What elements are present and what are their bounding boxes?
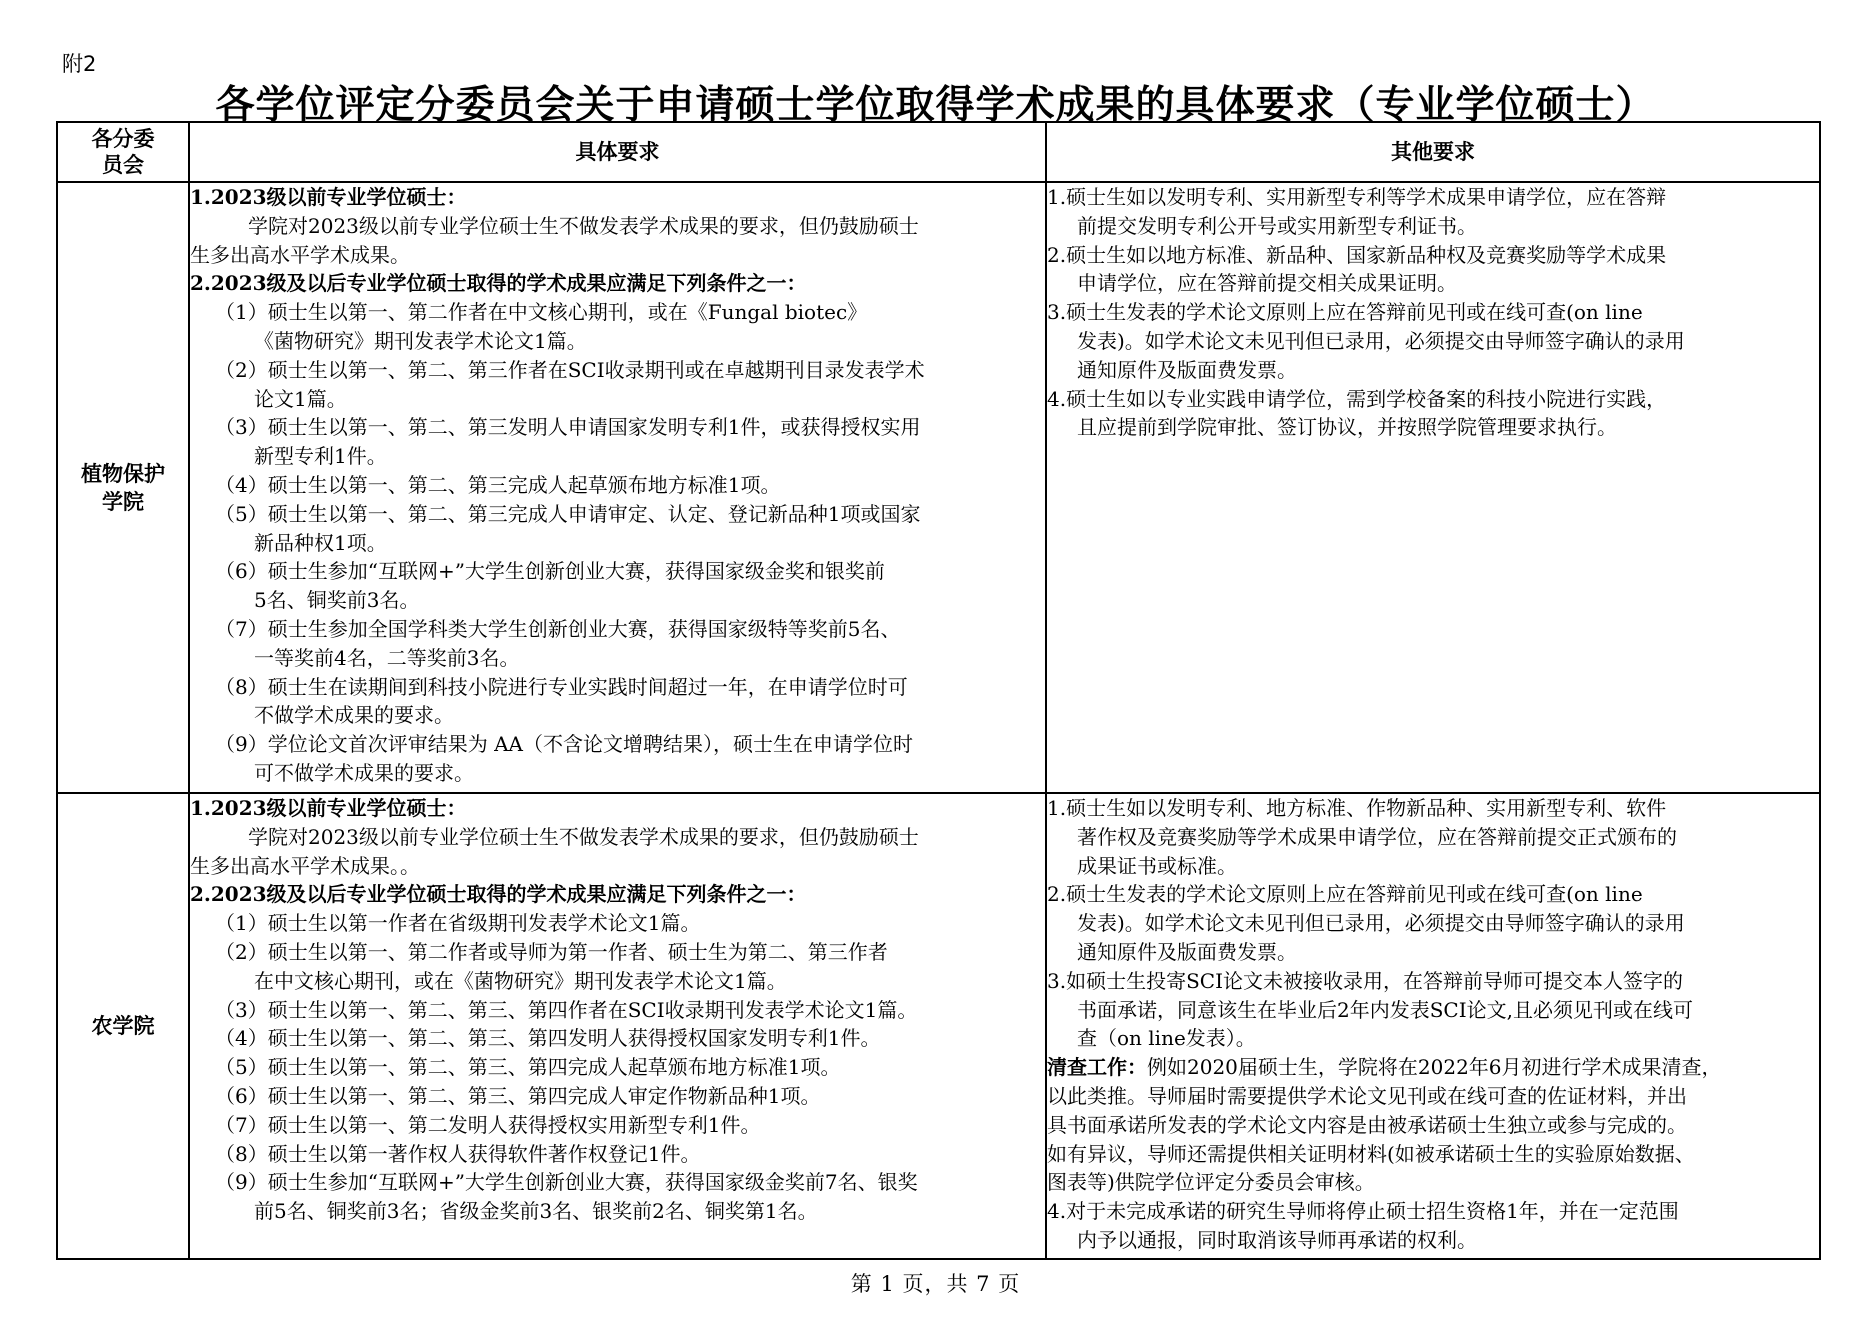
table-header-row (57, 122, 1820, 182)
requirement-line: （5）硕士生以第一、第二、第三、第四完成人起草颁布地方标准1项。 (215, 1055, 841, 1080)
requirement-line: （5）硕士生以第一、第二、第三完成人申请审定、认定、登记新品种1项或国家 (215, 501, 921, 526)
audit-text: 例如2020届硕士生，学院将在2022年6月初进行学术成果清查， (1147, 1055, 1722, 1080)
committee-name-line: 植物保护 (81, 461, 165, 486)
page-footer: 第 1 页，共 7 页 (850, 1272, 1021, 1296)
other-requirement-line: 以此类推。导师届时需要提供学术论文见刊或在线可查的佐证材料，并出 (1047, 1083, 1687, 1108)
requirement-line: 生多出高水平学术成果。。 (190, 853, 420, 878)
table-row (57, 182, 1820, 793)
requirement-line: （9）硕士生参加“互联网+”大学生创新创业大赛，获得国家级金奖前7名、银奖 (215, 1170, 918, 1195)
header-committee (57, 122, 189, 182)
other-requirement-line: 通知原件及版面费发票。 (1077, 939, 1297, 964)
requirements-table (56, 121, 1821, 1260)
other-requirement-line: 2.硕士生如以地方标准、新品种、国家新品种权及竞赛奖励等学术成果 (1047, 242, 1667, 267)
other-requirement-line: 4.对于未完成承诺的研究生导师将停止硕士招生资格1年，并在一定范围 (1047, 1199, 1679, 1224)
other-requirement-line: 成果证书或标准。 (1077, 853, 1237, 878)
other-requirement-line: 3.硕士生发表的学术论文原则上应在答辩前见刊或在线可查(on line (1047, 300, 1643, 325)
requirement-line: 不做学术成果的要求。 (254, 703, 454, 728)
requirement-line: 论文1篇。 (254, 386, 347, 411)
requirement-heading: 1.2023级以前专业学位硕士： (190, 185, 467, 209)
requirement-line: （3）硕士生以第一、第二、第三发明人申请国家发明专利1件，或获得授权实用 (215, 415, 921, 440)
table-row (57, 793, 1820, 1259)
other-requirement-line: 书面承诺，同意该生在毕业后2年内发表SCI论文,且必须见刊或在线可 (1077, 997, 1693, 1022)
requirement-line: 5名、铜奖前3名。 (254, 588, 420, 613)
requirement-line: 在中文核心期刊，或在《菌物研究》期刊发表学术论文1篇。 (254, 968, 787, 993)
annex-label: 附2 (62, 52, 97, 76)
requirement-line: 学院对2023级以前专业学位硕士生不做发表学术成果的要求，但仍鼓励硕士 (248, 824, 919, 849)
other-requirement-line: 如有异议，导师还需提供相关证明材料(如被承诺硕士生的实验原始数据、 (1047, 1141, 1695, 1166)
other-requirement-line: 查（on line发表）。 (1077, 1026, 1256, 1051)
requirement-line: 可不做学术成果的要求。 (254, 760, 474, 785)
requirement-line: （3）硕士生以第一、第二、第三、第四作者在SCI收录期刊发表学术论文1篇。 (215, 997, 918, 1022)
committee-name-line: 农学院 (91, 1014, 155, 1038)
other-requirement-line: 1.硕士生如以发明专利、实用新型专利等学术成果申请学位，应在答辩 (1047, 185, 1667, 209)
other-requirement-line: 申请学位，应在答辩前提交相关成果证明。 (1077, 271, 1457, 296)
requirement-line: （7）硕士生参加全国学科类大学生创新创业大赛，获得国家级特等奖前5名、 (215, 616, 901, 641)
header-requirements: 具体要求 (189, 122, 1046, 182)
page-title: 各学位评定分委员会关于申请硕士学位取得学术成果的具体要求（专业学位硕士） (215, 83, 1656, 128)
requirement-line: （8）硕士生以第一著作权人获得软件著作权登记1件。 (215, 1141, 701, 1166)
requirement-line: （6）硕士生以第一、第二、第三、第四完成人审定作物新品种1项。 (215, 1083, 821, 1108)
requirement-line: （7）硕士生以第一、第二发明人获得授权实用新型专利1件。 (215, 1112, 761, 1137)
other-requirement-line: 1.硕士生如以发明专利、地方标准、作物新品种、实用新型专利、软件 (1047, 796, 1667, 820)
requirement-line: 新品种权1项。 (254, 530, 387, 555)
committee-name-line: 学院 (102, 489, 144, 514)
requirements-cell (189, 182, 1046, 793)
requirement-line: 一等奖前4名，二等奖前3名。 (254, 645, 520, 670)
requirement-line: （6）硕士生参加“互联网+”大学生创新创业大赛，获得国家级金奖和银奖前 (215, 559, 885, 584)
requirement-heading: 2.2023级及以后专业学位硕士取得的学术成果应满足下列条件之一： (190, 882, 807, 907)
other-requirement-line (1047, 1053, 1819, 1082)
header-committee-line: 员会 (102, 153, 144, 177)
requirement-line: 生多出高水平学术成果。 (190, 242, 410, 267)
header-other: 其他要求 (1046, 122, 1820, 182)
requirement-line: （8）硕士生在读期间到科技小院进行专业实践时间超过一年，在申请学位时可 (215, 674, 908, 699)
committee-cell (57, 182, 189, 793)
other-requirement-line: 3.如硕士生投寄SCI论文未被接收录用，在答辩前导师可提交本人签字的 (1047, 968, 1683, 993)
requirement-heading: 1.2023级以前专业学位硕士： (190, 796, 467, 820)
requirement-line: （1）硕士生以第一作者在省级期刊发表学术论文1篇。 (215, 911, 701, 936)
other-requirement-line: 发表)。如学术论文未见刊但已录用，必须提交由导师签字确认的录用 (1077, 328, 1685, 353)
requirement-line: （9）学位论文首次评审结果为 AA（不含论文增聘结果），硕士生在申请学位时 (215, 732, 913, 757)
other-requirement-line: 前提交发明专利公开号或实用新型专利证书。 (1077, 213, 1477, 238)
requirement-line: （2）硕士生以第一、第二作者或导师为第一作者、硕士生为第二、第三作者 (215, 939, 888, 964)
other-requirement-line: 内予以通报，同时取消该导师再承诺的权利。 (1077, 1227, 1477, 1252)
other-requirement-line: 4.硕士生如以专业实践申请学位，需到学校备案的科技小院进行实践， (1047, 386, 1667, 411)
audit-label: 清查工作： (1047, 1055, 1147, 1080)
committee-cell (57, 793, 189, 1259)
requirement-line: （1）硕士生以第一、第二作者在中文核心期刊，或在《Fungal biotec》 (215, 300, 868, 325)
requirement-line: 《菌物研究》期刊发表学术论文1篇。 (254, 328, 587, 353)
other-requirement-line: 图表等)供院学位评定分委员会审核。 (1047, 1170, 1375, 1195)
other-requirements-cell (1046, 793, 1820, 1259)
requirement-line: 学院对2023级以前专业学位硕士生不做发表学术成果的要求，但仍鼓励硕士 (248, 213, 919, 238)
other-requirement-line: 2.硕士生发表的学术论文原则上应在答辩前见刊或在线可查(on line (1047, 882, 1643, 907)
requirement-line: 前5名、铜奖前3名；省级金奖前3名、银奖前2名、铜奖第1名。 (254, 1199, 818, 1224)
other-requirement-line: 通知原件及版面费发票。 (1077, 357, 1297, 382)
other-requirement-line: 且应提前到学院审批、签订协议，并按照学院管理要求执行。 (1077, 415, 1617, 440)
requirement-heading: 2.2023级及以后专业学位硕士取得的学术成果应满足下列条件之一： (190, 271, 807, 296)
other-requirements-cell (1046, 182, 1820, 793)
other-requirement-line: 发表)。如学术论文未见刊但已录用，必须提交由导师签字确认的录用 (1077, 911, 1685, 936)
header-committee-line: 各分委 (91, 127, 155, 151)
requirement-line: （4）硕士生以第一、第二、第三、第四发明人获得授权国家发明专利1件。 (215, 1026, 881, 1051)
requirement-line: （4）硕士生以第一、第二、第三完成人起草颁布地方标准1项。 (215, 472, 781, 497)
other-requirement-line: 著作权及竞赛奖励等学术成果申请学位，应在答辩前提交正式颁布的 (1077, 824, 1677, 849)
requirement-line: 新型专利1件。 (254, 444, 387, 469)
requirements-cell (189, 793, 1046, 1259)
other-requirement-line: 具书面承诺所发表的学术论文内容是由被承诺硕士生独立或参与完成的。 (1047, 1112, 1687, 1137)
requirement-line: （2）硕士生以第一、第二、第三作者在SCI收录期刊或在卓越期刊目录发表学术 (215, 357, 925, 382)
